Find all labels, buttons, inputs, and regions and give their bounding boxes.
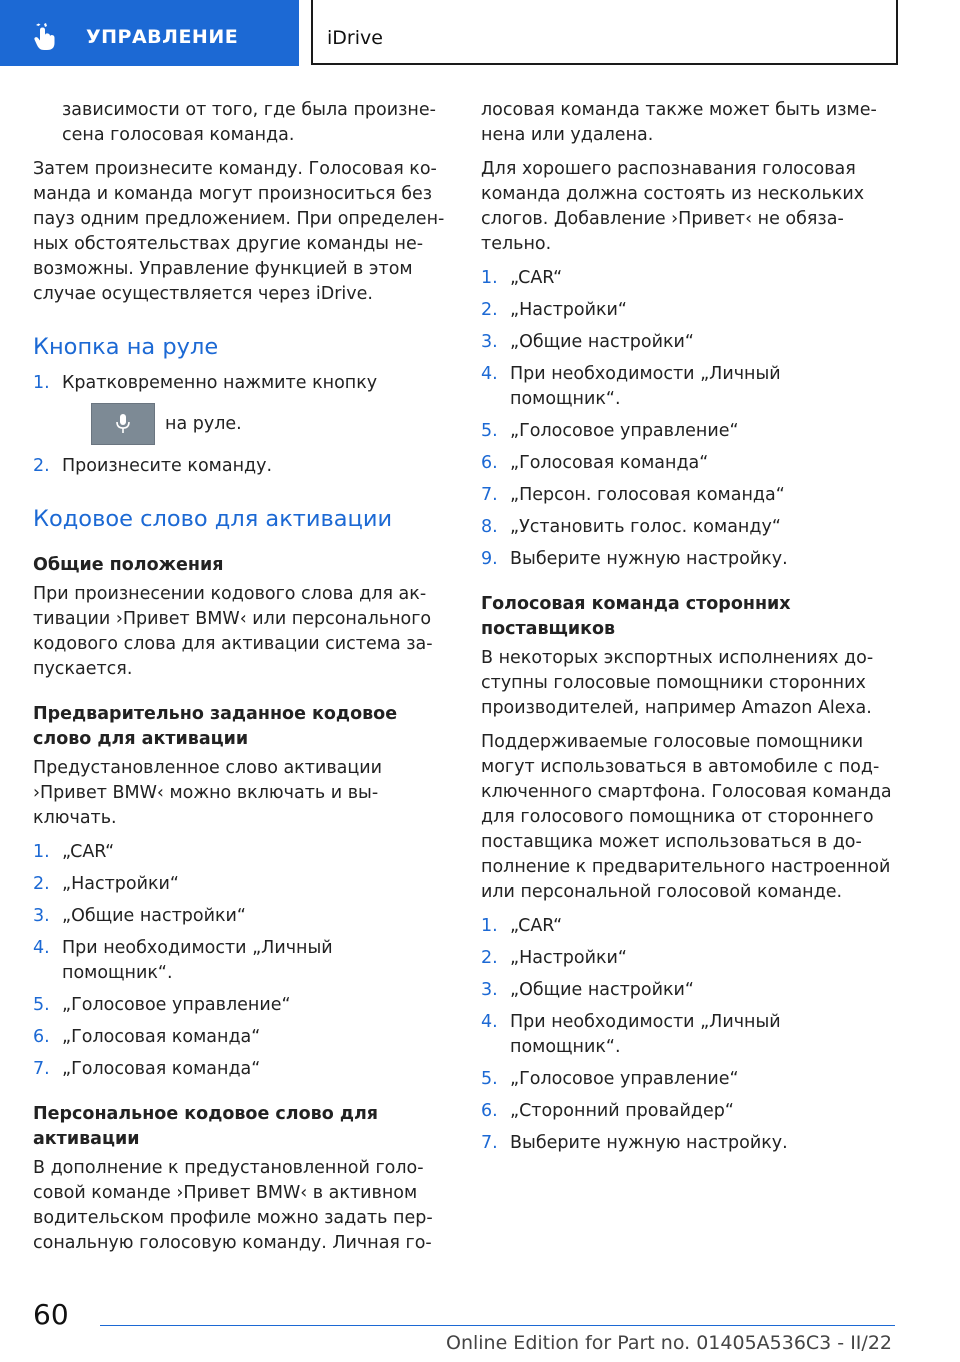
steps-predefined [33,840,448,1082]
step-number: 2. [33,874,50,894]
paragraph-predefined: Предустановленное слово активации ›Привет BMW‹ можно включать и вы-ключать. [33,758,383,828]
step-number: 9. [481,549,498,569]
footer-edition: Online Edition for Part no. 01405A536C3 - II/22 [445,1332,892,1354]
step-number: 6. [481,453,498,473]
step-text: „Голосовое управление“ [510,421,739,441]
paragraph-personal: В дополнение к предустановленной голо-совой команде ›Привет BMW‹ в активном водительском профиле можно задать пер-сональную голосовую команду. Личная го- [33,1158,433,1253]
mic-button-row [91,401,448,447]
step-text: „Общие настройки“ [62,906,246,926]
step-text: „Голосовая команда“ [62,1059,261,1079]
step-number: 1. [481,916,498,936]
step-number: 2. [481,948,498,968]
paragraph-supported: Поддерживаемые голосовые помощники могут использоваться в автомобиле с под-ключенного смартфона. Голосовая команда для голосового помощника от стороннего поставщика может использоваться в до-полнение к предварительного настроенной или персональной голосовой команде. [481,732,892,902]
touch-hand-icon [30,22,60,52]
step-text: „CAR“ [510,916,563,936]
step-number: 5. [481,1069,498,1089]
step-text: При необходимости „Личный помощник“. [510,364,781,409]
paragraph-continued: зависимости от того, где была произне-сена голосовая команда. [62,100,436,145]
step-number: 4. [481,1012,498,1032]
steps-personal [481,266,896,572]
step-number: 1. [33,842,50,862]
step-text: „Настройки“ [510,948,627,968]
step-number: 5. [33,995,50,1015]
list-item [481,946,896,971]
list-item [481,515,896,540]
step-text: „Голосовая команда“ [62,1027,261,1047]
step-text: „Настройки“ [62,874,179,894]
step-text-after: на руле. [165,413,242,434]
list-item [481,1010,896,1060]
step-number: 7. [481,1133,498,1153]
paragraph-then: Затем произнесите команду. Голосовая ко-манда и команда могут произноситься без пауз одним предложением. При определен-ных обстоятельствах другие команды не-возможны. Управление функцией в этом случае осуществляется через iDrive. [33,159,445,304]
list-item: 2. Произнесите команду. [33,456,273,476]
left-column [33,98,448,1265]
section-header-tab [0,0,299,66]
list-item [481,362,896,412]
list-item [481,547,896,572]
step-number: 4. [481,364,498,384]
steering-voice-button [91,403,155,445]
list-item: 1. Кратковременно нажмите кнопку на руле. [33,371,448,447]
list-item [481,483,896,508]
step-text: „Голосовая команда“ [510,453,709,473]
step-text: „Общие настройки“ [510,332,694,352]
list-item [481,1067,896,1092]
step-text: Произнесите команду. [62,456,273,476]
right-column [481,98,896,1163]
step-text: „CAR“ [62,842,115,862]
steps-steering-button [33,371,448,479]
paragraph-general: При произнесении кодового слова для ак-тивации ›Привет BMW‹ или персонального кодового слова для активации система за-пускается. [33,584,433,679]
step-text: „Установить голос. команду“ [510,517,781,537]
step-text: „Сторонний провайдер“ [510,1101,734,1121]
step-text: Кратковременно нажмите кнопку [62,373,378,393]
step-text: „Общие настройки“ [510,980,694,1000]
step-number: 2. [481,300,498,320]
list-item [33,872,448,897]
heading-third-party: Голосовая команда сторонних поставщиков [481,594,791,639]
heading-predefined-keyword: Предварительно заданное кодовое слово для активации [33,704,398,749]
step-number: 4. [33,938,50,958]
step-number: 6. [481,1101,498,1121]
step-text: „Голосовое управление“ [510,1069,739,1089]
list-item [33,1057,448,1082]
list-item [33,936,448,986]
paragraph-continued: лосовая команда также может быть изме-нена или удалена. [481,100,877,145]
footer-divider [100,1325,895,1326]
step-number: 8. [481,517,498,537]
step-number: 6. [33,1027,50,1047]
step-text: „Настройки“ [510,300,627,320]
heading-personal-keyword: Персональное кодовое слово для активации [33,1104,379,1149]
step-text: Выберите нужную настройку. [510,1133,788,1153]
list-item [481,914,896,939]
step-number: 5. [481,421,498,441]
topic-header [311,0,898,65]
list-item [33,1025,448,1050]
list-item [33,993,448,1018]
microphone-icon [114,413,132,435]
list-item [481,978,896,1003]
list-item [481,1131,896,1156]
list-item [481,451,896,476]
paragraph-export: В некоторых экспортных исполнениях до-ступны голосовые помощники сторонних производителей, например Amazon Alexa. [481,648,874,718]
step-text: „Персон. голосовая команда“ [510,485,785,505]
step-number: 7. [33,1059,50,1079]
list-item [33,840,448,865]
heading-steering-button: Кнопка на руле [33,334,219,360]
step-text: „CAR“ [510,268,563,288]
step-text: Выберите нужную настройку. [510,549,788,569]
page-number: 60 [33,1298,69,1331]
topic-title: iDrive [327,27,383,49]
step-text: При необходимости „Личный помощник“. [510,1012,781,1057]
list-item [481,330,896,355]
step-number: 1. [481,268,498,288]
paragraph-recognition: Для хорошего распознавания голосовая команда должна состоять из нескольких слогов. Добавление ›Привет‹ не обяза-тельно. [481,159,865,254]
list-item [481,419,896,444]
heading-general: Общие положения [33,555,224,575]
step-number: 3. [481,980,498,1000]
list-item [481,1099,896,1124]
step-number: 3. [481,332,498,352]
step-number: 3. [33,906,50,926]
section-title: УПРАВЛЕНИЕ [86,26,239,48]
steps-third-party [481,914,896,1156]
step-number: 7. [481,485,498,505]
step-text: „Голосовое управление“ [62,995,291,1015]
list-item [481,298,896,323]
heading-activation-keyword: Кодовое слово для активации [33,506,393,532]
list-item [33,904,448,929]
list-item [481,266,896,291]
step-text: При необходимости „Личный помощник“. [62,938,333,983]
